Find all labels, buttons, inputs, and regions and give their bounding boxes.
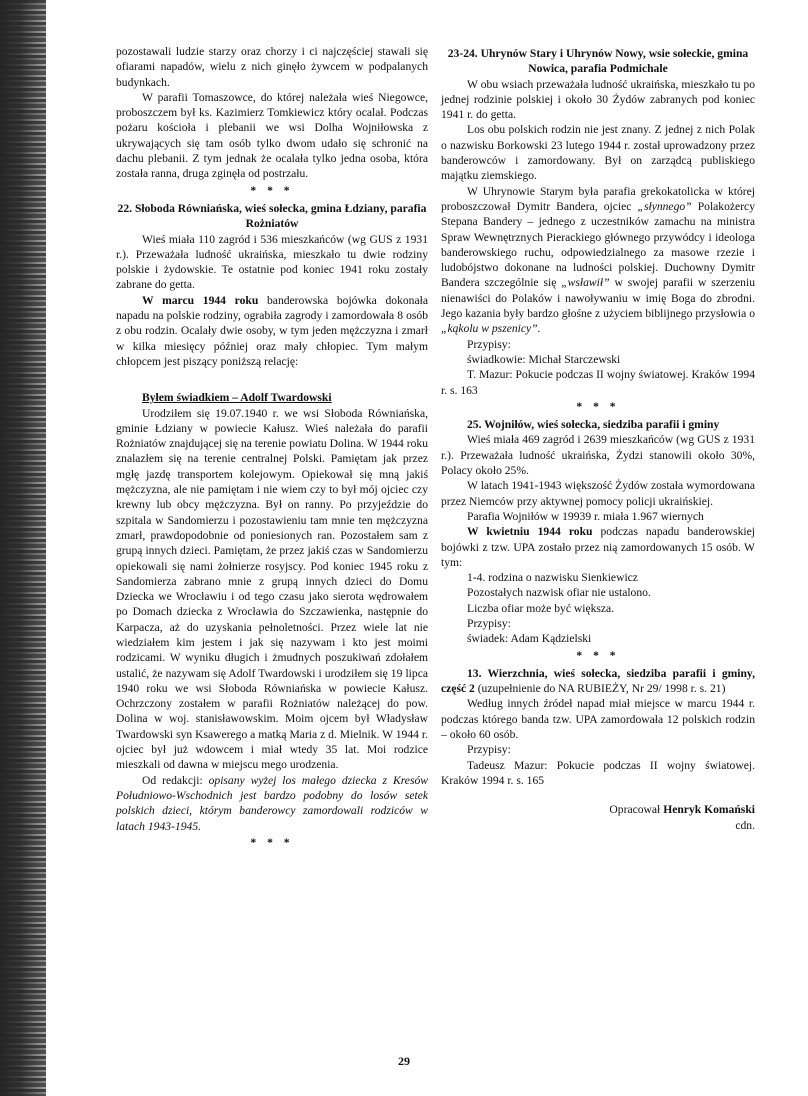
footnote-witness: świadek: Adam Kądzielski (467, 632, 592, 646)
editorial-note (116, 773, 428, 834)
right-paragraph-7-text: podczas napadu banderowskiej bojówki z tzw. UPA zostało przez nią zamordowanych 15 osób. W tym: (441, 525, 755, 569)
editorial-note-lead: Od redakcji: (142, 773, 209, 787)
section-heading-23-24: 23-24. Uhrynów Stary i Uhrynów Nowy, wsie sołeckie, gmina Nowica, parafia Podmichale (447, 47, 749, 76)
right-paragraph-5: W latach 1941-1943 większość Żydów została wymordowana przez Niemców przy aktywnej pomocy policji ukraińskiej. (441, 479, 755, 508)
section-heading-22: 22. Słoboda Równiańska, wieś sołecka, gmina Łdziany, parafia Rożniatów (117, 201, 427, 231)
text-run: w swojej parafii w szerzeniu nienawiści do Polaków i nawoływaniu w imię Boga do zbrodni. Jego kazania były bardzo głośne z użyciem biblijnego przysłowia o (441, 276, 755, 321)
left-paragraph-3: Wieś miała 110 zagród i 536 mieszkańców (wg GUS z 1931 r.). Przeważała ludność ukraińska, mieszkało tu dwie rodziny polskie i żydowskie. Te ostatnie pod koniec 1941 roku zostały zabrane do getta. (116, 232, 428, 292)
right-paragraph-8: Według innych źródeł napad miał miejsce w marcu 1944 r. podczas którego banda tzw. UPA zamordowała 12 polskich rodzin – około 60 osób. (441, 697, 755, 742)
date-highlight: W kwietniu 1944 roku (467, 525, 593, 539)
left-paragraph-1: pozostawali ludzie starzy oraz chorzy i ci najczęściej stawali się ofiarami napadów, wielu z nich ginęło żywcem w podpalanych budynkach. (116, 45, 428, 89)
left-paragraph-2: W parafii Tomaszowce, do której należała wieś Niegowce, proboszczem był ks. Kazimierz Tomkiewicz który ocalał. Podczas pożaru kościoła i plebanii we wsi Dolha Wojniłowska z ukrywających się tam osób tylko dwom udało się schronić na dachu plebanii. Z tym jednak że ocalała tylko jedna osoba, która została ranna, druga zginęła od postrzału. (116, 90, 428, 181)
section-heading-13-note: (uzupełnienie do NA RUBIEŻY, Nr 29/ 1998 r. s. 21) (474, 682, 726, 696)
victim-list-item: Pozostałych nazwisk ofiar nie ustalono. (467, 586, 651, 600)
left-paragraph-4-text: banderowska bojówka dokonała napadu na polskie rodziny, ograbiła zagrody i zamordowała 8 osób z obu rodzin. Ocalały dwie osoby, w tym jeden mężczyzna i zmarł w kilka miesięcy później oraz mały chłopiec. Tym małym chłopcem jest piszący poniższą relację: (116, 293, 428, 368)
editorial-note-text: opisany wyżej los małego dziecka z Kresów Południowo-Wschodnich jest bardzo podobny do losów setek polskich dzieci, którym banderowcy zamordowali rodziców w latach 1943-1945. (116, 773, 428, 833)
continuation-mark: cdn. (735, 818, 755, 832)
victim-list-item: 1-4. rodzina o nazwisku Sienkiewicz (467, 571, 638, 585)
witness-account: Urodziłem się 19.07.1940 r. we wsi Słoboda Równiańska, gminie Łdziany w powiecie Kałusz. Wieś należała do parafii Rożniatów znajdującej się na terenie powiatu Dolina. W 1944 roku znalazłem się na terenie centralnej Polski. Pamiętam jak przez mgłę jazdę transportem kolejowym. Opiekował się mną jakiś mężczyzna, ale nie pamiętam i nie wiem czy to był mój ojciec czy krewny lub obcy mężczyzna. Był on ranny. Po przyjeździe do szpitala w Sandomierzu i pozostawieniu tam mnie ten mężczyzna zmarł, prawdopodobnie od poniesionych ran. Pozostałem sam z grupą innych dzieci. Pamiętam, że przez jakiś czas w Sandomierzu opiekowali się nami żołnierze rosyjscy. Pod koniec 1945 roku z Sandomierza zabrano mnie z grupą innych dzieci do Domu Dziecka we Wrocławiu i od tego czasu jako sierota wędrowałem po Domach dziecka z Wrocławia do Szczawienka, następnie do Karpacza, aż do uzyskania pełnoletności. Przez wiele lat nie wiedziałem kim jestem i jak się nazywam i kto jest moimi rodzicami. W wyniku długich i żmudnych poszukiwań zdołałem ustalić, że nazywam się Adolf Twardowski i urodziłem się 19 lipca 1940 roku we wsi Słoboda Równiańska w powiecie Kałusz. Ochrzczony zostałem w parafii Rożniatów należącej do pow. Dolina w woj. stanisławowskim. Moim ojcem był Władysław Twardowski syn Ksawerego a matką Maria z d. Mielnik. W 1944 r. ojciec był już wdowcem i miał wtedy 35 lat. Moi rodzice mieszkali od dawna w miejscu mego urodzenia. (116, 406, 428, 772)
page-number: 29 (398, 1054, 410, 1068)
section-separator: * * * (576, 399, 620, 413)
footnotes-label: Przypisy: (467, 743, 511, 757)
section-separator: * * * (576, 648, 620, 662)
section-separator: * * * (250, 183, 294, 197)
text-run: Polakożercy Stepana Bandery – jednego z uczestników zamachu na ministra Spraw Wewnętrznych Pierackiego głównego przywódcy i ideologa banderowskiego ruchu, odpowiedzialnego za masowe rzezie i ludobójstwo dokonane na ludności polskiej. Duchowny Dymitr Bandera szczególnie się (441, 199, 755, 290)
author-signature-lead: Opracował (609, 803, 664, 817)
left-paragraph-4 (116, 293, 428, 369)
author-signature (441, 802, 755, 817)
right-column (441, 44, 755, 833)
quoted-term: „kąkolu w pszenicy”. (441, 322, 541, 336)
scan-shadow-edge (0, 0, 46, 1096)
date-highlight: W marcu 1944 roku (142, 293, 259, 307)
text-run: W Uhrynowie Starym była parafia grekokatolicka w której proboszczował Dymitr Bandera, ojciec (441, 184, 755, 213)
right-paragraph-6: Parafia Wojniłów w 19939 r. miała 1.967 wiernych (467, 509, 704, 523)
right-paragraph-2: Los obu polskich rodzin nie jest znany. Z jednej z nich Polak o nazwisku Borkowski 23 lutego 1944 r. został uprowadzony przez banderowców i zamordowany. Był on zarządcą publiskiego majątku ziemskiego. (441, 123, 755, 183)
footnotes-label: Przypisy: (467, 616, 511, 630)
right-paragraph-1: W obu wsiach przeważała ludność ukraińska, mieszkało tu po jednej rodzinie polskiej i około 30 Żydów zabranych pod koniec 1941 r. do getta. (441, 77, 755, 122)
footnote-source: T. Mazur: Pokucie podczas II wojny światowej. Kraków 1994 r. s. 163 (441, 368, 755, 397)
victim-list-item: Liczba ofiar może być większa. (467, 601, 615, 615)
right-paragraph-3 (441, 184, 755, 337)
quoted-term: „wsławił” (561, 276, 610, 290)
witness-heading: Byłem świadkiem – Adolf Twardowski (142, 391, 332, 405)
right-paragraph-4: Wieś miała 469 zagród i 2639 mieszkańców (wg GUS z 1931 r.). Przeważała ludność ukraińska, Żydzi stanowili około 30%, Polacy około 25%. (441, 433, 755, 478)
section-heading-25: 25. Wojniłów, wieś sołecka, siedziba parafii i gminy (467, 418, 720, 432)
author-name: Henryk Komański (663, 803, 755, 817)
footnote-witness: świadkowie: Michał Starczewski (467, 352, 621, 366)
right-paragraph-7 (441, 524, 755, 570)
footnote-source: Tadeusz Mazur: Pokucie podczas II wojny światowej. Kraków 1994 r. s. 165 (441, 758, 755, 787)
quoted-term: „słynnego” (637, 199, 692, 213)
footnotes-label: Przypisy: (467, 337, 511, 351)
section-separator: * * * (250, 835, 294, 849)
left-column (116, 44, 428, 853)
section-heading-13-title: 13. Wierzchnia, wieś sołecka, siedziba parafii i gminy, część 2 (441, 666, 755, 696)
section-heading-13 (441, 666, 755, 697)
